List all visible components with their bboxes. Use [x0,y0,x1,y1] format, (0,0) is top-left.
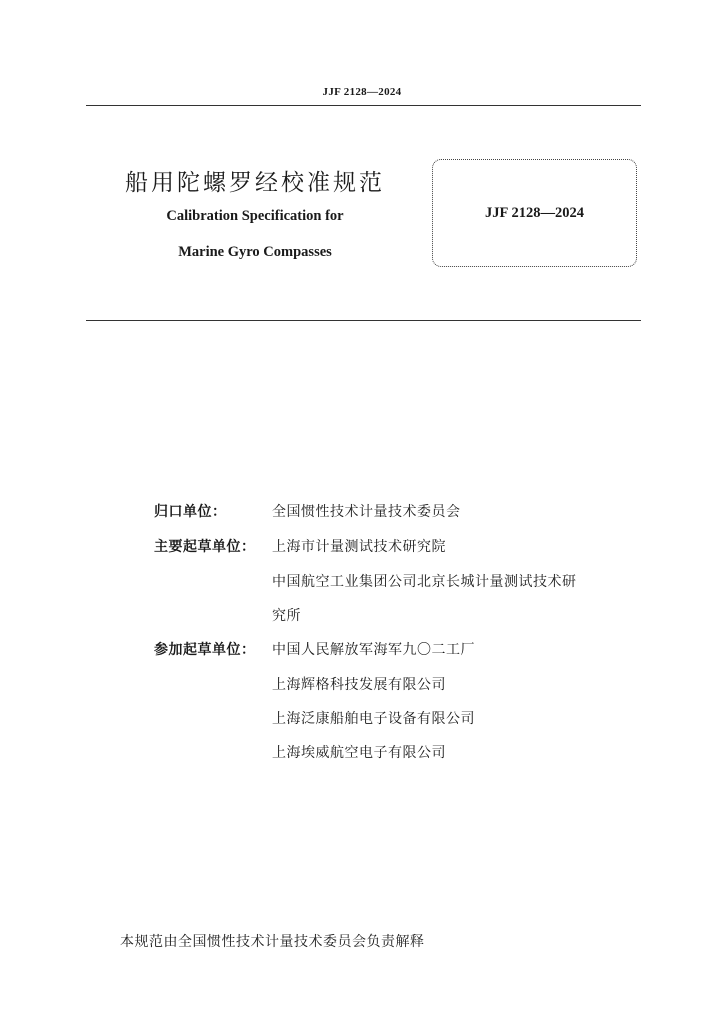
responsible-unit-value: 全国惯性技术计量技术委员会 [272,504,461,520]
participating-unit: 上海泛康船舶电子设备有限公司 [272,711,475,727]
participating-label: 参加起草单位： [154,642,256,658]
main-drafting-row [154,536,446,556]
title-english-line2: Marine Gyro Compasses [178,244,332,260]
responsible-unit-label: 归口单位： [154,504,227,520]
participating-unit: 中国人民解放军海军九〇二工厂 [272,642,475,658]
bottom-divider [86,320,641,321]
participating-unit: 上海埃威航空电子有限公司 [272,745,446,761]
header-standard-code: JJF 2128—2024 [322,86,402,98]
participating-row [154,639,475,659]
code-box-text: JJF 2128—2024 [485,205,584,221]
main-drafting-unit: 中国航空工业集团公司北京长城计量测试技术研 [272,574,577,590]
top-divider [86,105,641,106]
main-drafting-unit-continued: 究所 [272,608,301,624]
interpretation-note: 本规范由全国惯性技术计量技术委员会负责解释 [120,934,425,950]
responsible-unit-row [154,501,461,521]
title-chinese: 船用陀螺罗经校准规范 [125,170,385,196]
participating-unit: 上海辉格科技发展有限公司 [272,677,446,693]
main-drafting-unit: 上海市计量测试技术研究院 [272,539,446,555]
main-drafting-label: 主要起草单位： [154,539,256,555]
title-english-line1: Calibration Specification for [166,208,344,224]
standard-code-box [432,159,637,267]
